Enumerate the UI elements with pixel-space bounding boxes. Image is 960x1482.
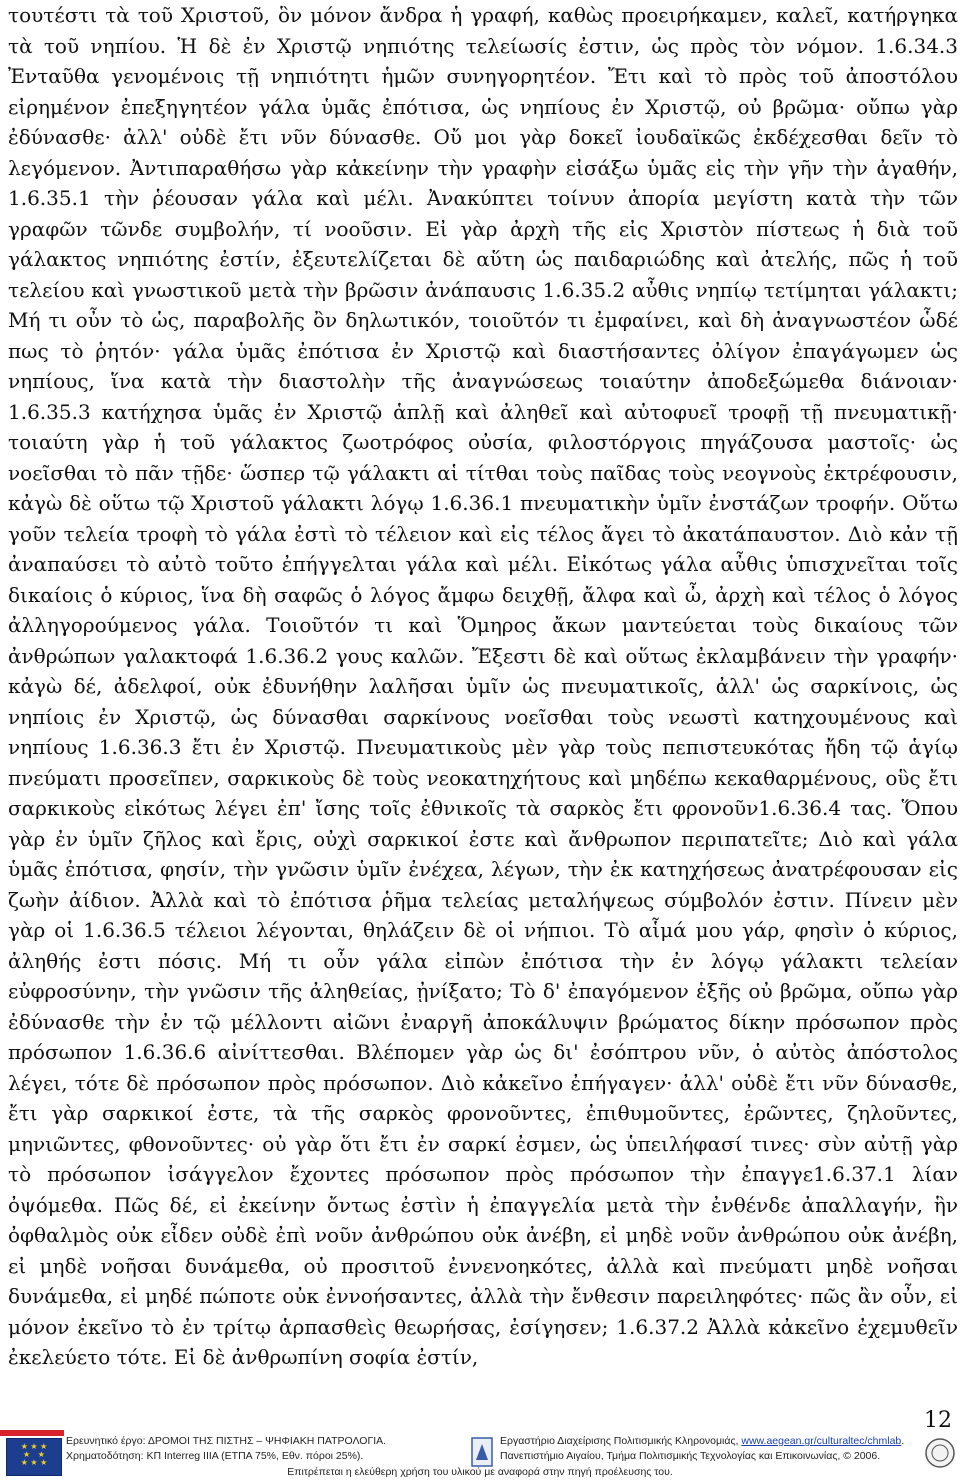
footer-left-block <box>66 1434 406 1464</box>
greek-text-body <box>8 0 958 1373</box>
footer-lab-prefix: Εργαστήριο Διαχείρισης Πολιτισμικής Κληρονομιάς, <box>500 1435 742 1447</box>
university-logo-icon <box>924 1436 956 1470</box>
eu-stars-icon: ★ ★ ★ ★ ★ ★ ★ ★ <box>20 1442 48 1467</box>
page-number: 12 <box>924 1408 952 1433</box>
footer-right-block <box>500 1434 920 1464</box>
interreg-logo-band <box>0 1430 64 1436</box>
lab-url-link[interactable]: www.aegean.gr/culturaltec/chmlab <box>741 1435 902 1447</box>
footer-usage-notice: Επιτρέπεται η ελεύθερη χρήση του υλικού με αναφορά στην πηγή προέλευσης του. <box>287 1466 673 1478</box>
body-paragraph: τουτέστι τὰ τοῦ Χριστοῦ, ὃν μόνον ἄνδρα ἡ γραφή, καθὼς προειρήκαμεν, καλεῖ, κατήργηκα τὰ τοῦ νηπίου. Ἡ δὲ ἐν Χριστῷ νηπιότης τελείωσίς ἐστιν, ὡς πρὸς τὸν νόμον. 1.6.34.3 Ἐνταῦθα γενομένοις τῇ νηπιότητι ἡμῶν συνηγορητέον. Ἔτι καὶ τὸ πρὸς τοῦ ἀποστόλου εἰρημένον ἐπεξηγητέον γάλα ὑμᾶς ἐπότισα, ὡς νηπίους ἐν Χριστῷ, οὐ βρῶμα· οὔπω γὰρ ἐδύνασθε· ἀλλ' οὐδὲ ἔτι νῦν δύνασθε. Οὔ μοι γὰρ δοκεῖ ἰουδαϊκῶς ἐκδέχεσθαι δεῖν τὸ λεγόμενον. Ἀντιπαραθήσω γὰρ κἀκείνην τὴν γραφὴν εἰσάξω ὑμᾶς εἰς τὴν γῆν τὴν ἀγαθήν, 1.6.35.1 τὴν ῥέουσαν γάλα καὶ μέλι. Ἀνακύπτει τοίνυν ἀπορία μεγίστη κατὰ τὴν τῶν γραφῶν τῶνδε συμβολήν, τί νοοῦσιν. Εἰ γὰρ ἀρχὴ τῆς εἰς Χριστὸν πίστεως ἡ διὰ τοῦ γάλακτος νηπιότης ἐστίν, ἐξευτελίζεται δὲ αὕτη ὡς παιδαριώδης καὶ ἀτελής, πῶς ἡ τοῦ τελείου καὶ γνωστικοῦ μετὰ τὴν βρῶσιν ἀνάπαυσις 1.6.35.2 αὖθις νηπίῳ τετίμηται γάλακτι; Μή τι οὖν τὸ ὡς, παραβολῆς ὂν δηλωτικόν, τοιοῦτόν τι ἐμφαίνει, καὶ δὴ ἀναγνωστέον ὧδέ πως τὸ ῥητόν· γάλα ὑμᾶς ἐπότισα ἐν Χριστῷ καὶ διαστήσαντες ὀλίγον ἐπαγάγωμεν ὡς νηπίους, ἵνα κατὰ τὴν διαστολὴν τῆς ἀναγνώσεως τοιαύτην ἀποδεξώμεθα διάνοιαν· 1.6.35.3 κατήχησα ὑμᾶς ἐν Χριστῷ ἁπλῇ καὶ ἀληθεῖ καὶ αὐτοφυεῖ τροφῇ τῇ πνευματικῇ· τοιαύτη γὰρ ἡ τοῦ γάλακτος ζωοτρόφος οὐσία, φιλοστόργοις πηγάζουσα μαστοῖς· ὡς νοεῖσθαι τὸ πᾶν τῇδε· ὥσπερ τῷ γάλακτι αἱ τίτθαι τοὺς παῖδας τοὺς νεογνοὺς ἐκτρέφουσιν, κἀγὼ δὲ οὕτω τῷ Χριστοῦ γάλακτι λόγῳ 1.6.36.1 πνευματικὴν ὑμῖν ἐνστάζων τροφήν. Οὕτω γοῦν τελεία τροφὴ τὸ γάλα ἐστὶ τὸ τέλειον καὶ εἰς τέλος ἄγει τὸ ἀκατάπαυστον. Διὸ κἀν τῇ ἀναπαύσει τὸ αὐτὸ τοῦτο ἐπήγγελται γάλα καὶ μέλι. Εἰκότως γάλα αὖθις ὑπισχνεῖται τοῖς δικαίοις ὁ κύριος, ἵνα δὴ σαφῶς ὁ λόγος ἄμφω δειχθῇ, ἄλφα καὶ ὦ, ἀρχὴ καὶ τέλος ὁ λόγος ἀλληγορούμενος γάλα. Τοιοῦτόν τι καὶ Ὅμηρος ἄκων μαντεύεται τοὺς δικαίους τῶν ἀνθρώπων γαλακτοφά 1.6.36.2 γους καλῶν. Ἔξεστι δὲ καὶ οὕτως ἐκλαμβάνειν τὴν γραφήν· κἀγὼ δέ, ἀδελφοί, οὐκ ἐδυνήθην λαλῆσαι ὑμῖν ὡς πνευματικοῖς, ἀλλ' ὡς σαρκίνοις, ὡς νηπίοις ἐν Χριστῷ, ὡς δύνασθαι σαρκίνους νοεῖσθαι τοὺς νεωστὶ κατηχουμένους καὶ νηπίους 1.6.36.3 ἔτι ἐν Χριστῷ. Πνευματικοὺς μὲν γὰρ τοὺς πεπιστευκότας ἤδη τῷ ἁγίῳ πνεύματι προσεῖπεν, σαρκικοὺς δὲ τοὺς νεοκατηχήτους καὶ μηδέπω κεκαθαρμένους, οὓς ἔτι σαρκικοὺς εἰκότως λέγει ἐπ' ἴσης τοῖς ἐθνικοῖς τὰ σαρκὸς ἔτι φρονοῦν1.6.36.4 τας. Ὅπου γὰρ ἐν ὑμῖν ζῆλος καὶ ἔρις, οὐχὶ σαρκικοί ἐστε καὶ ἄνθρωπον περιπατεῖτε; Διὸ καὶ γάλα ὑμᾶς ἐπότισα, φησίν, τὴν γνῶσιν ὑμῖν ἐνέχεα, λέγων, τὴν ἐκ κατηχήσεως ἀνατρέφουσαν εἰς ζωὴν ἀίδιον. Ἀλλὰ καὶ τὸ ἐπότισα ῥῆμα τελείας μεταλήψεως σύμβολόν ἐστιν. Πίνειν μὲν γὰρ οἱ 1.6.36.5 τέλειοι λέγονται, θηλάζειν δὲ οἱ νήπιοι. Τὸ αἷμά μου γάρ, φησὶν ὁ κύριος, ἀληθής ἐστι πόσις. Μή τι οὖν γάλα εἰπὼν ἐπότισα τὴν ἐν λόγῳ γάλακτι τελείαν εὐφροσύνην, τὴν γνῶσιν τῆς ἀληθείας, ᾐνίξατο; Τὸ δ' ἐπαγόμενον ἑξῆς οὐ βρῶμα, οὔπω γὰρ ἐδύνασθε τὴν ἐν τῷ μέλλοντι αἰῶνι ἐναργῆ ἀποκάλυψιν βρώματος δίκην πρόσωπον πρὸς πρόσωπον 1.6.36.6 αἰνίττεσθαι. Βλέπομεν γὰρ ὡς δι' ἐσόπτρου νῦν, ὁ αὐτὸς ἀπόστολος λέγει, τότε δὲ πρόσωπον πρὸς πρόσωπον. Διὸ κἀκεῖνο ἐπήγαγεν· ἀλλ' οὐδὲ ἔτι νῦν δύνασθε, ἔτι γὰρ σαρκικοί ἐστε, τὰ τῆς σαρκὸς φρονοῦντες, ἐπιθυμοῦντες, ἐρῶντες, ζηλοῦντες, μηνιῶντες, φθονοῦντες· οὐ γὰρ ὅτι ἔτι ἐν σαρκί ἐσμεν, ὡς ὑπειλήφασί τινες· σὺν αὐτῇ γὰρ τὸ πρόσωπον ἰσάγγελον ἔχοντες πρόσωπον πρὸς πρόσωπον τὴν ἐπαγγε1.6.37.1 λίαν ὀψόμεθα. Πῶς δέ, εἰ ἐκείνην ὄντως ἐστὶν ἡ ἐπαγγελία μετὰ τὴν ἐνθένδε ἀπαλλαγήν, ἣν ὀφθαλμὸς οὐκ εἶδεν οὐδὲ ἐπὶ νοῦν ἀνθρώπου οὐκ ἀνέβη, εἰ μηδὲ νοῦν ἀνθρώπου οὐκ ἀνέβη, εἰ μηδὲ νοῆσαι δυνάμεθα, οὐ προσιτοῦ ἐννενοηκότες, ἀλλὰ καὶ πνεύματι μηδὲ νοῆσαι δυνάμεθα, εἰ μηδέ πώποτε οὐκ ἐννοήσαντες, ἀλλὰ τὴν ἔνθεσιν παρειληφότες· πῶς ἂν οὖν, εἰ μόνον ἐκεῖνο τὸ ἐν τρίτῳ ἁρπασθεὶς θεωρήσας, ἐσίγησεν; 1.6.37.2 Ἀλλὰ κἀκεῖνο ἐχεμυθεῖν ἐκελεύετο τότε. Εἰ δὲ ἀνθρωπίνη σοφία ἐστίν, <box>8 3 958 1369</box>
lab-logo-icon <box>470 1436 494 1468</box>
footer-lab-suffix: . <box>901 1435 905 1447</box>
footer-university-line: Πανεπιστήμιο Αιγαίου, Τμήμα Πολιτισμικής Τεχνολογίας και Επικοινωνίας, © 2006. <box>500 1450 881 1462</box>
footer-lab-line <box>500 1434 920 1449</box>
footer-funding-line: Χρηματοδότηση: ΚΠ Interreg IIIA (ΕΤΠΑ 75%, Εθν. πόροι 25%). <box>66 1450 364 1462</box>
footer-project-line: Ερευνητικό έργο: ΔΡΟΜΟΙ ΤΗΣ ΠΙΣΤΗΣ – ΨΗΦΙΑΚΗ ΠΑΤΡΟΛΟΓΙΑ. <box>66 1435 387 1447</box>
